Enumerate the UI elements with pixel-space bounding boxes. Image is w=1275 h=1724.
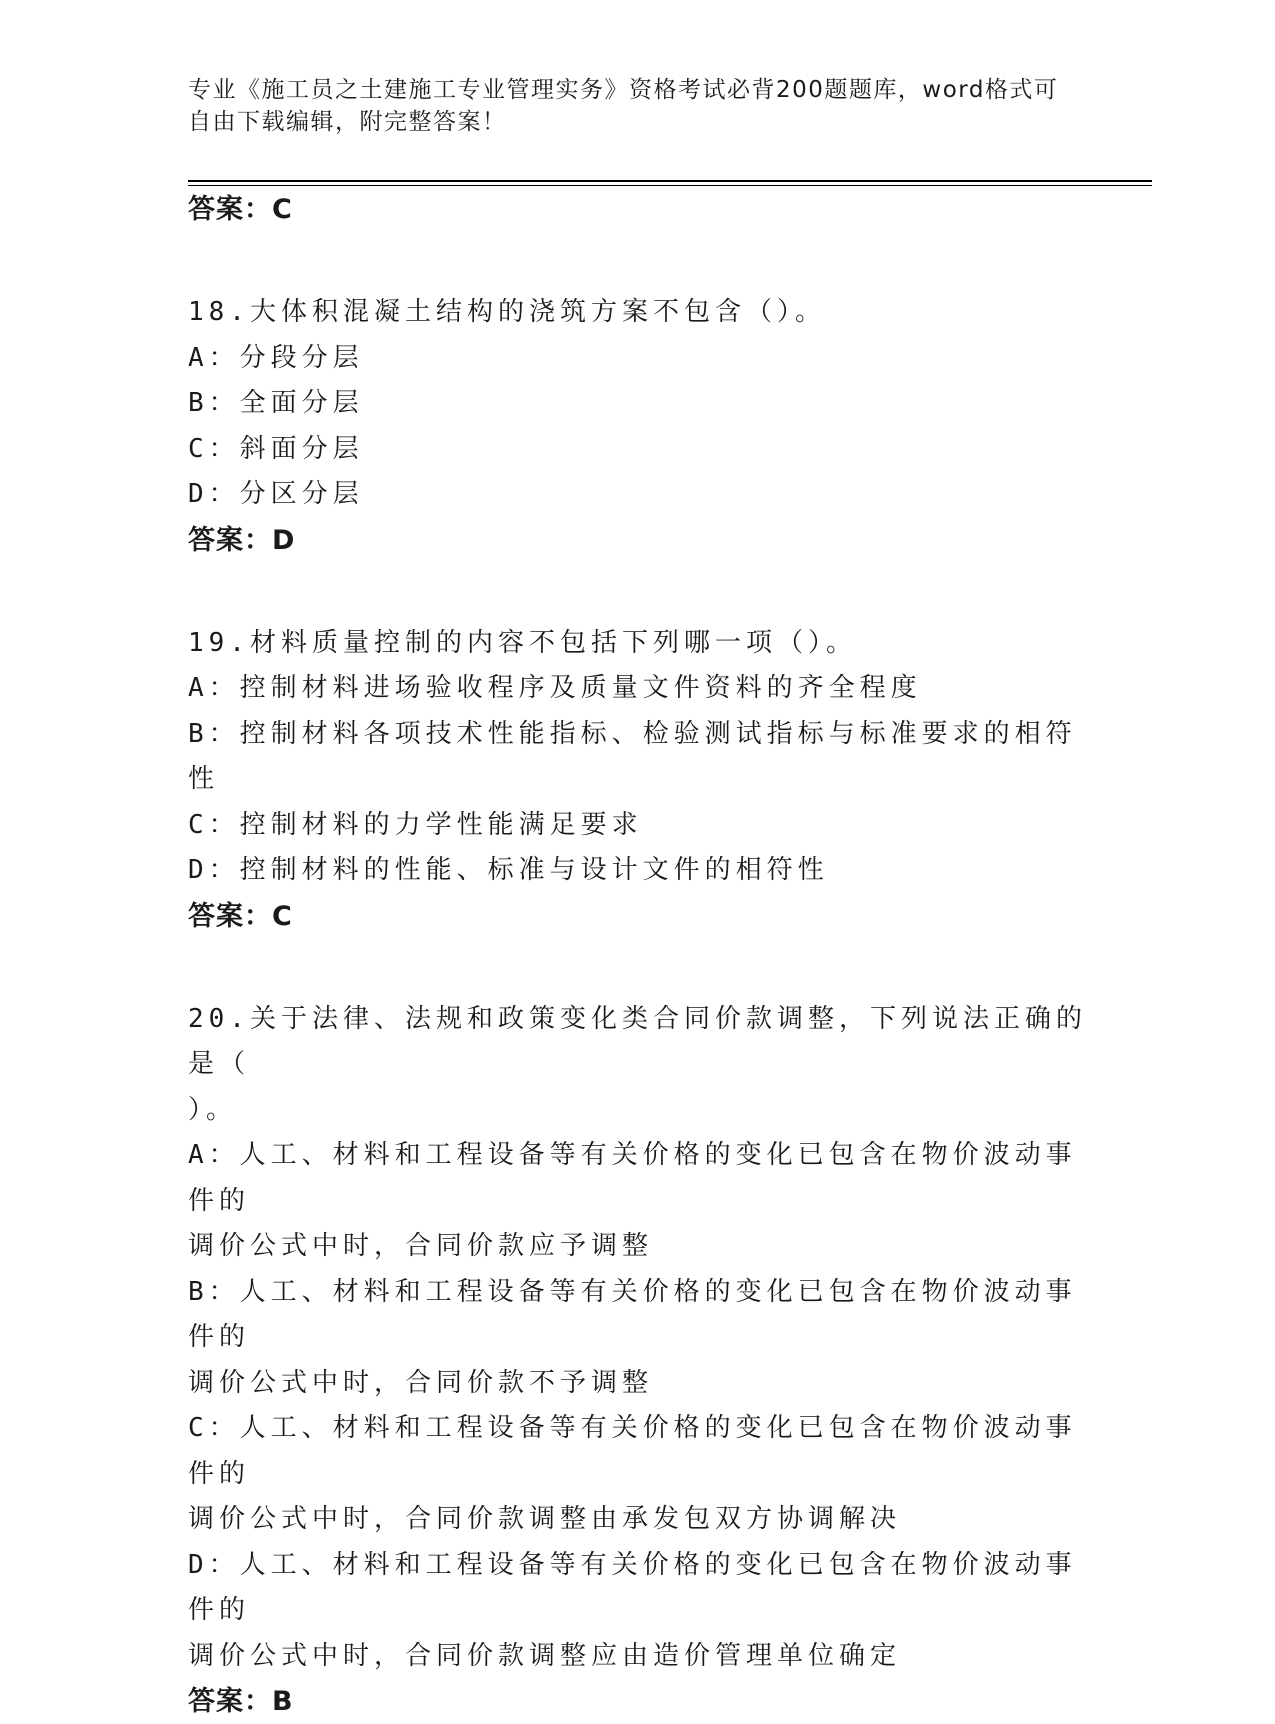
answer: 答案：B — [188, 1679, 1088, 1724]
question-19 — [188, 621, 1088, 939]
option-b-line-1: B：人工、材料和工程设备等有关价格的变化已包含在物价波动事件的 — [188, 1270, 1088, 1361]
question-18 — [188, 290, 1088, 563]
question-stem: 18.大体积混凝土结构的浇筑方案不包含（）。 — [188, 290, 1088, 336]
option-b-line-2: 调价公式中时，合同价款不予调整 — [188, 1361, 1088, 1407]
option-d: D：分区分层 — [188, 472, 1088, 518]
question-stem: 19.材料质量控制的内容不包括下列哪一项（）。 — [188, 621, 1088, 667]
option-c-line-1: C：人工、材料和工程设备等有关价格的变化已包含在物价波动事件的 — [188, 1406, 1088, 1497]
question-20 — [188, 997, 1088, 1724]
header-divider-thick — [188, 180, 1152, 182]
document-header — [188, 74, 1068, 138]
option-d: D：控制材料的性能、标准与设计文件的相符性 — [188, 848, 1088, 894]
question-list — [188, 187, 1088, 1724]
option-b: B：控制材料各项技术性能指标、检验测试指标与标准要求的相符性 — [188, 712, 1088, 803]
header-divider-thin — [188, 185, 1152, 186]
question-stem-line-2: ）。 — [188, 1088, 1088, 1134]
header-line-1: 专业《施工员之土建施工专业管理实务》资格考试必背200题题库，word格式可 — [188, 74, 1068, 106]
option-a-line-1: A：人工、材料和工程设备等有关价格的变化已包含在物价波动事件的 — [188, 1133, 1088, 1224]
question-stem-line-1: 20.关于法律、法规和政策变化类合同价款调整，下列说法正确的是（ — [188, 997, 1088, 1088]
option-c: C：斜面分层 — [188, 427, 1088, 473]
option-c-line-2: 调价公式中时，合同价款调整由承发包双方协调解决 — [188, 1497, 1088, 1543]
previous-answer: 答案：C — [188, 187, 1088, 232]
answer: 答案：C — [188, 894, 1088, 939]
option-d-line-1: D：人工、材料和工程设备等有关价格的变化已包含在物价波动事件的 — [188, 1543, 1088, 1634]
option-a: A：分段分层 — [188, 336, 1088, 382]
option-c: C：控制材料的力学性能满足要求 — [188, 803, 1088, 849]
option-a-line-2: 调价公式中时，合同价款应予调整 — [188, 1224, 1088, 1270]
option-a: A：控制材料进场验收程序及质量文件资料的齐全程度 — [188, 666, 1088, 712]
header-line-2: 自由下载编辑，附完整答案！ — [188, 106, 1068, 138]
answer: 答案：D — [188, 518, 1088, 563]
option-d-line-2: 调价公式中时，合同价款调整应由造价管理单位确定 — [188, 1634, 1088, 1680]
option-b: B：全面分层 — [188, 381, 1088, 427]
